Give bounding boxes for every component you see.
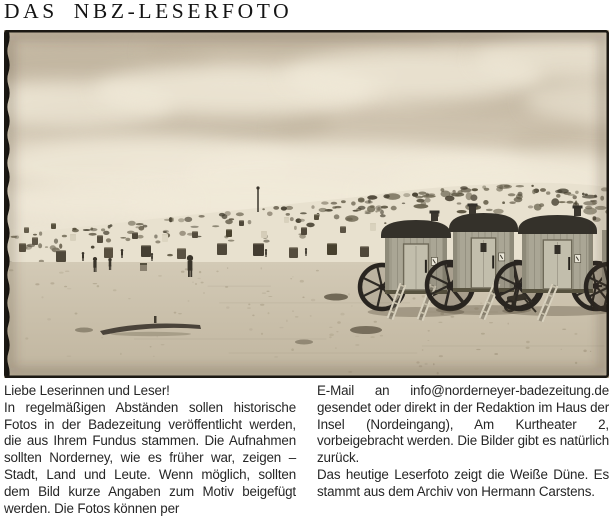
page-title: DAS NBZ-LESERFOTO [4,0,293,23]
beach-scene-illustration [4,30,609,378]
salutation: Liebe Leserinnen und Leser! [4,383,170,398]
article-paragraph-1: In regelmäßigen Abständen sollen historische Fotos in der Badezeitung veröffentlicht werden, die aus Ihrem Fundus stammen. Die Aufnahmen sollten Norderney, wie es früher war, zeigen – Stadt, Land und Leute. Wenn möglich, sollten dem Bild kurze Angaben zum Motiv beigefügt werden. Die Fotos können per [4,399,296,516]
article-text [4,383,609,517]
article-column-2 [317,383,609,517]
article-column-1 [4,383,296,517]
leserfoto-photo [4,30,609,378]
article-paragraph-3: Das heutige Leserfoto zeigt die Weiße Düne. Es stammt aus dem Archiv von Hermann Carstens. [317,466,609,499]
article-paragraph-2: E-Mail an info@norderneyer-badezeitung.de gesendet oder direkt in der Redaktion im Haus der Insel (Nordeingang), Am Kurtheater 2, vorbeigebracht werden. Die Bilder gibt es natürlich zurück. [317,383,609,466]
